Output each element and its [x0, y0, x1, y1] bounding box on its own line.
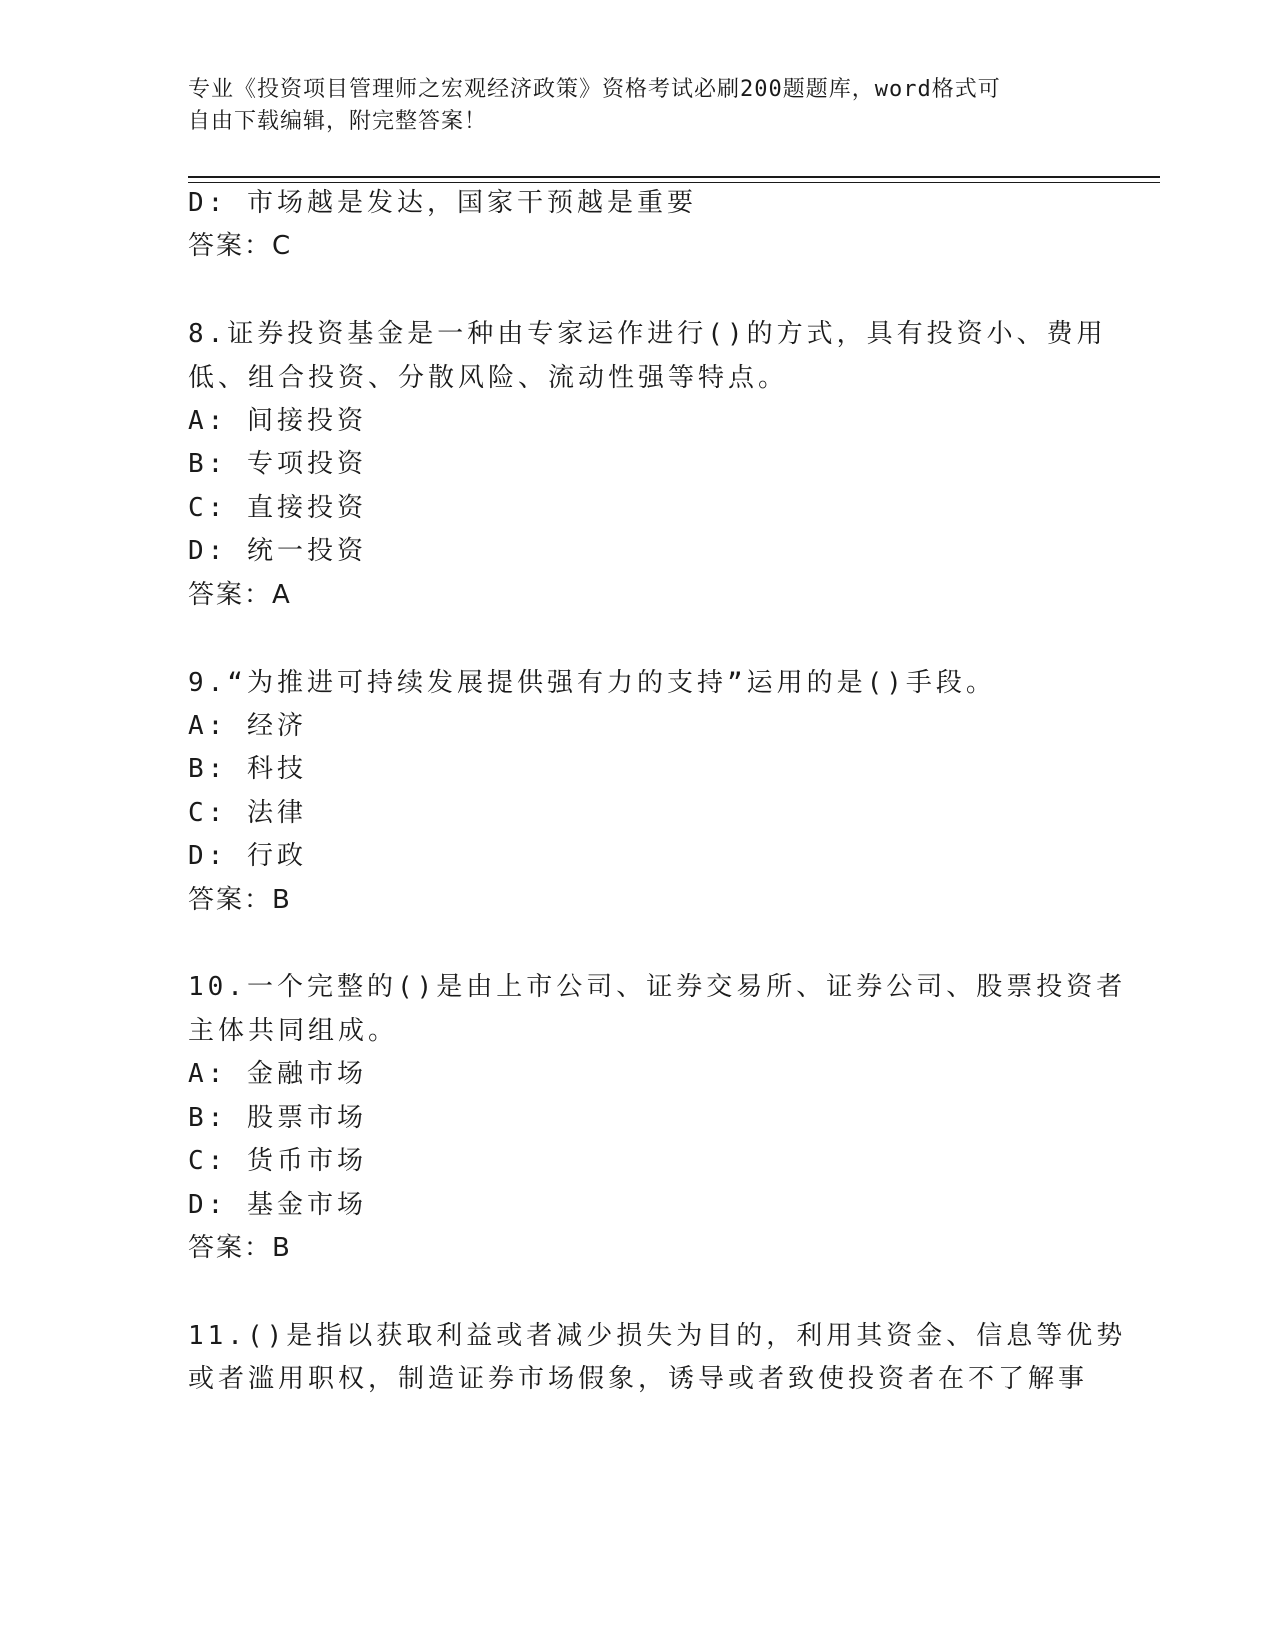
q8-stem-line-2: 低、组合投资、分散风险、流动性强等特点。 [188, 363, 789, 393]
q8-option-d: D: 统一投资 [188, 536, 367, 566]
q10-option-b: B: 股票市场 [188, 1103, 367, 1133]
q8-option-c: C: 直接投资 [188, 493, 367, 523]
q8-option-a: A: 间接投资 [188, 406, 367, 436]
q10-answer: 答案：B [188, 1233, 292, 1263]
q10-option-a: A: 金融市场 [188, 1059, 367, 1089]
prev-answer: 答案：C [188, 231, 293, 261]
document-header [188, 74, 1088, 138]
q10-stem-line-1: 10.一个完整的()是由上市公司、证券交易所、证券公司、股票投资者 [188, 972, 1127, 1002]
q11-stem-line-2: 或者滥用职权，制造证券市场假象，诱导或者致使投资者在不了解事 [188, 1364, 1089, 1394]
header-line-2: 自由下载编辑，附完整答案！ [188, 109, 488, 134]
q9-option-a: A: 经济 [188, 711, 307, 741]
q9-answer: 答案：B [188, 885, 292, 915]
q8-answer: 答案：A [188, 580, 292, 610]
q10-stem-line-2: 主体共同组成。 [188, 1016, 399, 1046]
header-divider-thick [188, 176, 1160, 178]
q10-option-c: C: 货币市场 [188, 1146, 367, 1176]
q8-stem-line-1: 8.证券投资基金是一种由专家运作进行()的方式，具有投资小、费用 [188, 319, 1107, 349]
q9-stem-line-1: 9.“为推进可持续发展提供强有力的支持”运用的是()手段。 [188, 668, 996, 698]
q10-option-d: D: 基金市场 [188, 1190, 367, 1220]
q9-option-d: D: 行政 [188, 841, 307, 871]
prev-option-d: D: 市场越是发达，国家干预越是重要 [188, 188, 697, 218]
header-line-1: 专业《投资项目管理师之宏观经济政策》资格考试必刷200题题库，word格式可 [188, 77, 1001, 102]
q9-option-b: B: 科技 [188, 754, 307, 784]
q11-stem-line-1: 11.()是指以获取利益或者减少损失为目的，利用其资金、信息等优势 [188, 1321, 1127, 1351]
q8-option-b: B: 专项投资 [188, 449, 367, 479]
header-divider-thin [188, 182, 1160, 183]
q9-option-c: C: 法律 [188, 798, 307, 828]
